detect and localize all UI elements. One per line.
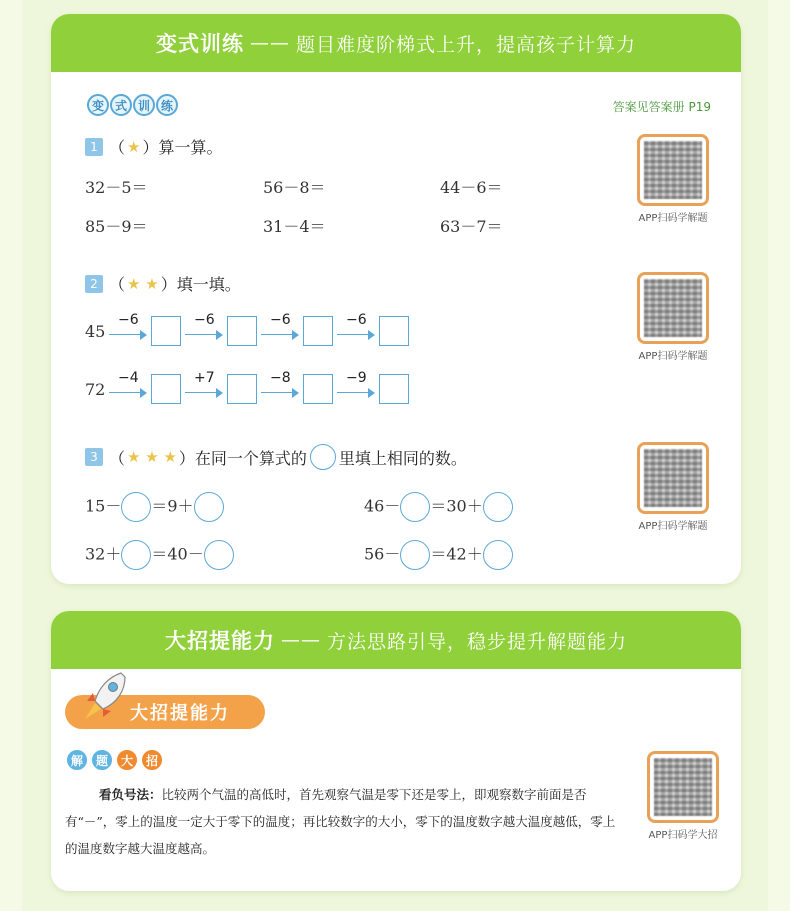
answer-circle[interactable] [483, 492, 513, 522]
skill-boost-header [51, 611, 741, 669]
arrow-op [183, 370, 225, 404]
arrow-op [107, 370, 149, 404]
tip-badge-char: 解 [65, 748, 89, 772]
qr-code-1[interactable] [633, 134, 713, 224]
tip-badge-char: 题 [90, 748, 114, 772]
qr-code-3[interactable] [633, 442, 713, 532]
header-dash: —— [280, 629, 321, 651]
variant-training-badge [87, 94, 178, 116]
expression: 31－4＝ [263, 217, 326, 236]
paren-open: （ [109, 275, 126, 294]
qr-caption: APP扫码学解题 [638, 213, 708, 224]
paren-open: （ [109, 448, 126, 468]
answer-box[interactable] [379, 374, 409, 404]
tip-badge-char: 招 [140, 748, 164, 772]
arrow-op [183, 312, 225, 346]
eq-part: 56－ [364, 544, 401, 564]
rocket-icon [81, 671, 127, 723]
op-label: +7 [194, 370, 215, 386]
circle-equation [85, 540, 234, 570]
tip-label: 看负号法 [99, 787, 150, 802]
expression: 32－5＝ [85, 178, 148, 197]
answer-box[interactable] [151, 374, 181, 404]
qr-caption: APP扫码学解题 [638, 351, 708, 362]
arrow-op [259, 370, 301, 404]
qr-code-image[interactable] [637, 134, 709, 206]
answer-circle[interactable] [400, 540, 430, 570]
header-title: 变式训练 [155, 32, 244, 56]
qr-caption: APP扫码学解题 [638, 521, 708, 532]
eq-part: ＝40－ [151, 544, 204, 564]
question-number: 3 [85, 448, 103, 466]
qr-code-image[interactable] [647, 751, 719, 823]
answer-box[interactable] [227, 316, 257, 346]
tip-paragraph [65, 781, 625, 862]
star-icon: ★ ★ ★ [127, 448, 177, 466]
tip-colon: ： [149, 787, 162, 802]
op-label: −4 [118, 370, 139, 386]
variant-training-header [51, 14, 741, 72]
eq-part: 46－ [364, 496, 401, 516]
arrow-op [259, 312, 301, 346]
page-edge-right [768, 0, 790, 911]
answer-box[interactable] [303, 374, 333, 404]
badge-char: 练 [156, 94, 178, 116]
tip-badge-row [65, 748, 165, 772]
chain-row-1 [85, 312, 409, 346]
question-1-title [85, 135, 222, 158]
circle-equation [364, 492, 513, 522]
arrow-op [335, 370, 377, 404]
header-subtitle: 题目难度阶梯式上升，提高孩子计算力 [295, 33, 636, 56]
qr-caption: APP扫码学大招 [648, 830, 718, 841]
chain-start: 45 [85, 321, 106, 341]
expression: 56－8＝ [263, 178, 326, 197]
skill-boost-card [51, 611, 741, 891]
circle-equation [364, 540, 513, 570]
op-label: −6 [346, 312, 367, 328]
answer-box[interactable] [227, 374, 257, 404]
circle-equation [85, 492, 224, 522]
badge-char: 式 [110, 94, 132, 116]
qr-code-2[interactable] [633, 272, 713, 362]
question-number: 1 [85, 138, 103, 156]
eq-part: ＝9＋ [151, 496, 194, 516]
answer-reference: 答案见答案册 P19 [612, 100, 711, 114]
qr-code-image[interactable] [637, 442, 709, 514]
eq-part: 15－ [85, 496, 122, 516]
question-text: 里填上相同的数。 [338, 448, 467, 468]
op-label: −6 [194, 312, 215, 328]
eq-part: 32＋ [85, 544, 122, 564]
question-2-title [85, 272, 241, 295]
answer-circle[interactable] [194, 492, 224, 522]
qr-code-image[interactable] [637, 272, 709, 344]
page-edge-left [0, 0, 22, 911]
variant-training-card [51, 14, 741, 584]
chain-row-2 [85, 370, 409, 404]
expression: 63－7＝ [440, 217, 503, 236]
answer-circle[interactable] [121, 540, 151, 570]
header-title: 大招提能力 [164, 629, 275, 653]
op-label: −9 [346, 370, 367, 386]
arrow-op [107, 312, 149, 346]
star-icon: ★ ★ [127, 274, 159, 293]
op-label: −6 [270, 312, 291, 328]
chain-start: 72 [85, 379, 106, 399]
circle-icon [310, 444, 336, 470]
qr-code-4[interactable] [643, 751, 723, 841]
answer-circle[interactable] [121, 492, 151, 522]
eq-part: ＝30＋ [430, 496, 483, 516]
banner-text: 大招提能力 [130, 703, 230, 724]
tip-body: 比较两个气温的高低时，首先观察气温是零下还是零上，即观察数字前面是否有“－”，零上的温度一定大于零下的温度；再比较数字的大小，零下的温度数字越大温度越低，零上的温度数字越大温度越高。 [65, 787, 616, 856]
eq-part: ＝42＋ [430, 544, 483, 564]
op-label: −8 [270, 370, 291, 386]
badge-char: 训 [133, 94, 155, 116]
badge-char: 变 [87, 94, 109, 116]
expression: 44－6＝ [440, 178, 503, 197]
tip-badge-char: 大 [115, 748, 139, 772]
question-number: 2 [85, 275, 103, 293]
paren-open: （ [109, 138, 126, 157]
question-text: ）填一填。 [160, 275, 241, 294]
answer-box[interactable] [151, 316, 181, 346]
question-3-title [85, 444, 467, 470]
question-text: ）在同一个算式的 [178, 448, 307, 468]
answer-box[interactable] [303, 316, 333, 346]
answer-circle[interactable] [204, 540, 234, 570]
op-label: −6 [118, 312, 139, 328]
answer-box[interactable] [379, 316, 409, 346]
answer-circle[interactable] [483, 540, 513, 570]
question-text: ）算一算。 [142, 138, 223, 157]
arrow-op [335, 312, 377, 346]
star-icon: ★ [127, 137, 141, 156]
answer-circle[interactable] [400, 492, 430, 522]
expression: 85－9＝ [85, 217, 148, 236]
header-dash: —— [249, 32, 290, 54]
header-subtitle: 方法思路引导，稳步提升解题能力 [326, 630, 627, 653]
